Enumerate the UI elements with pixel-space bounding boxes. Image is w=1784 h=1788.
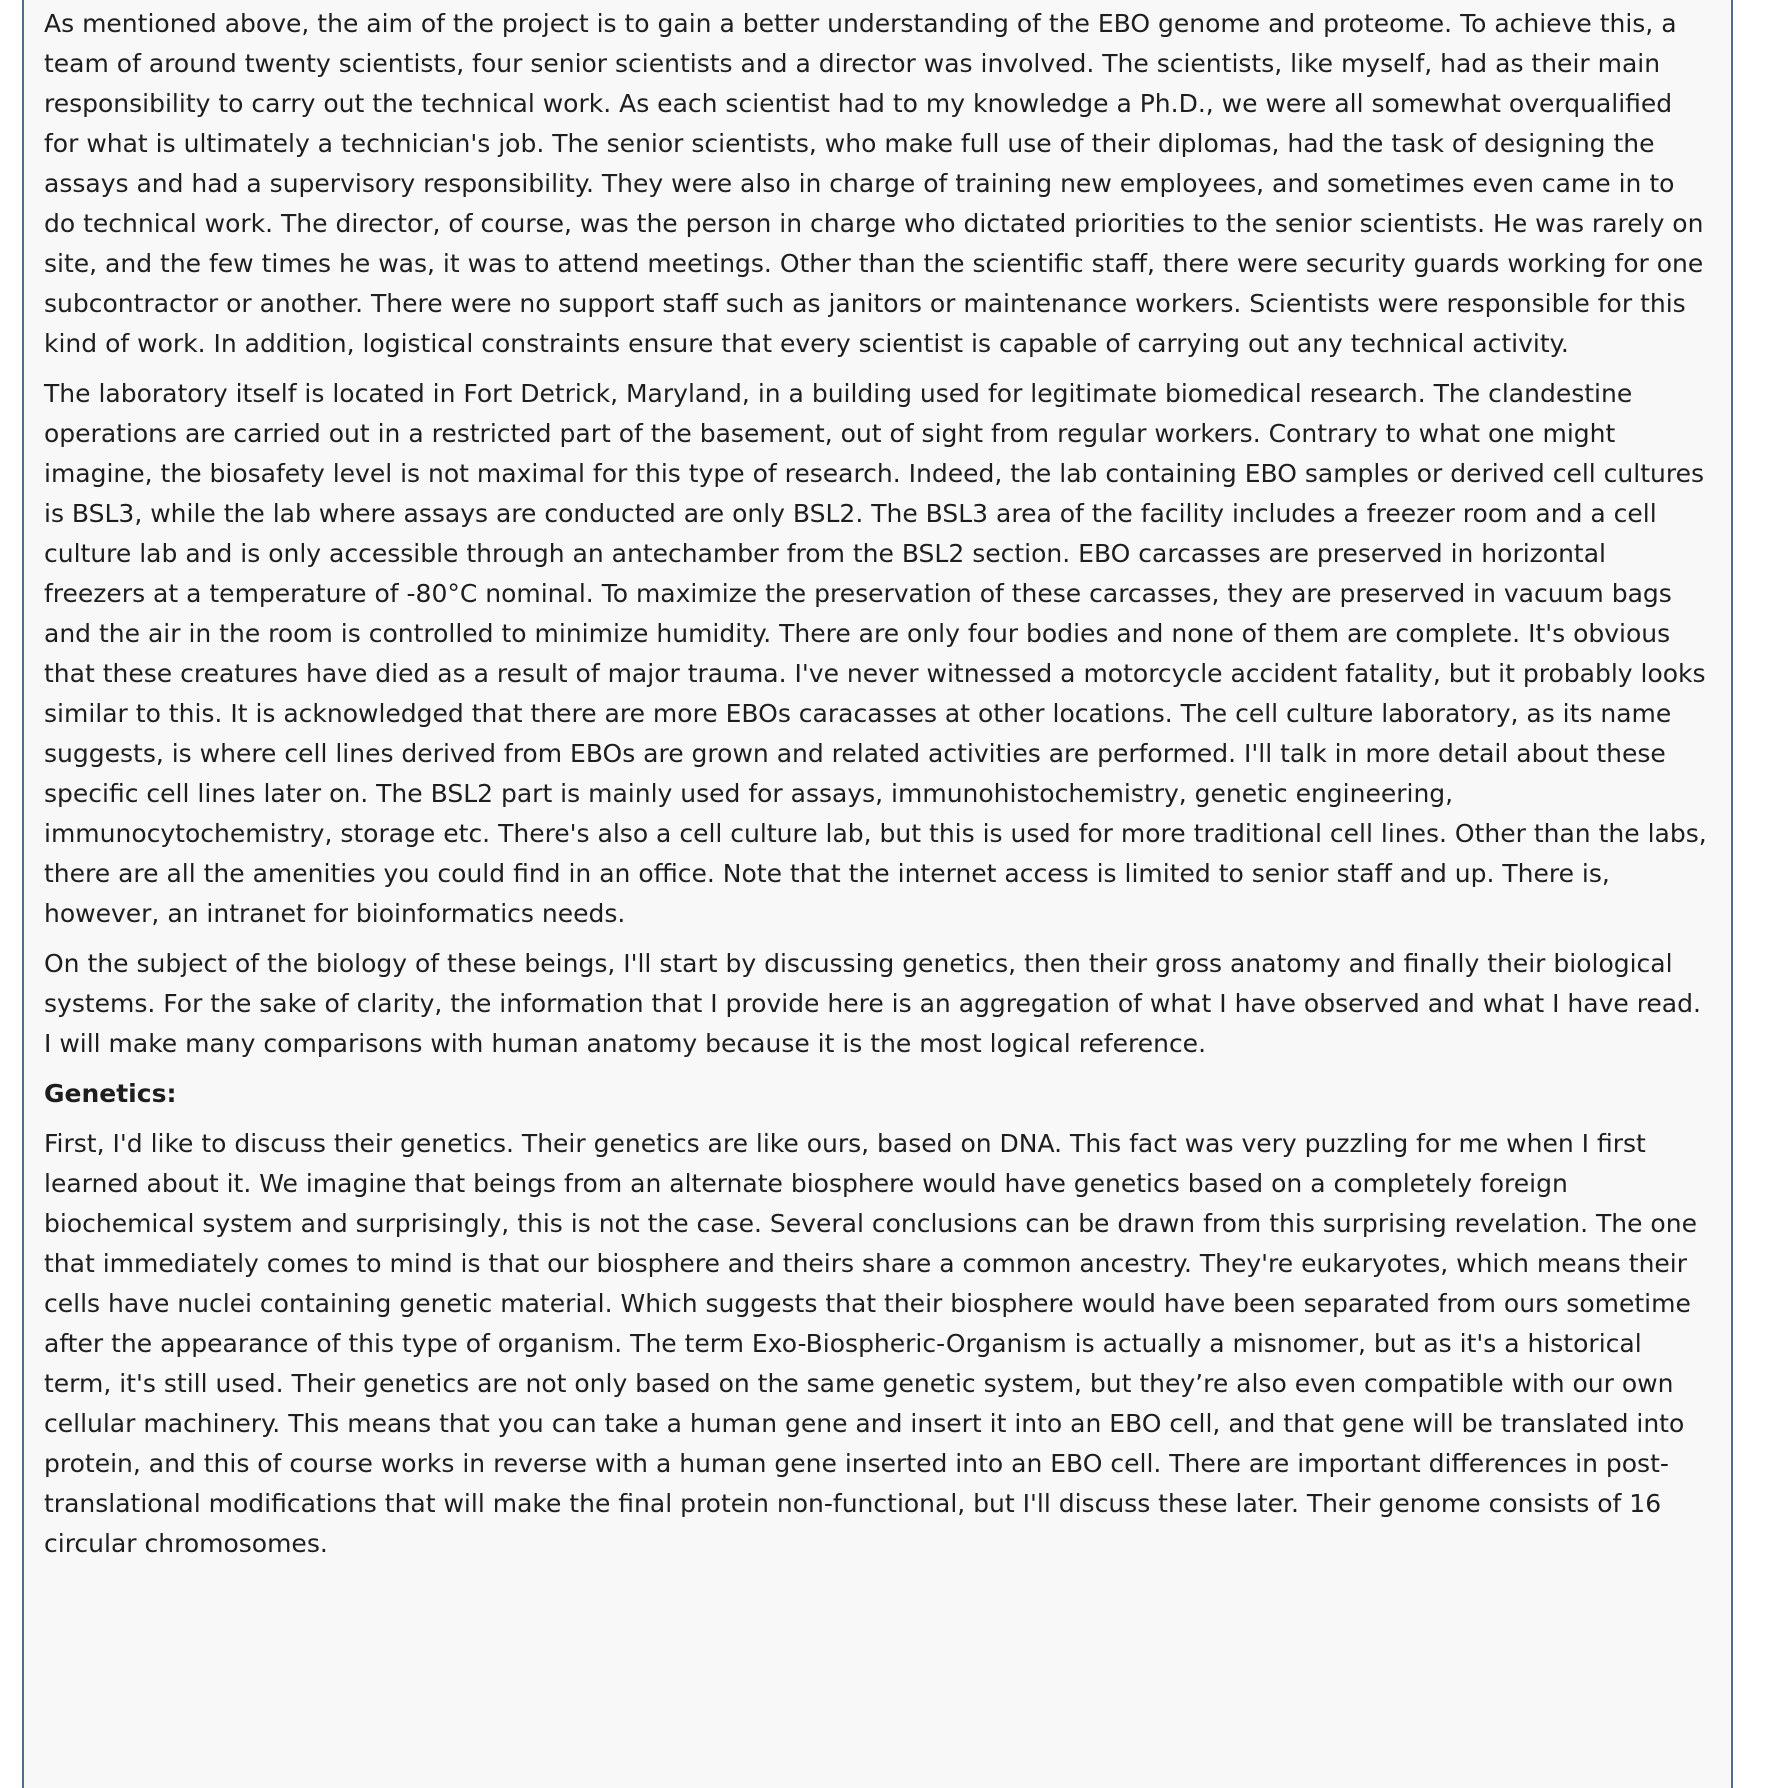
paragraph-laboratory: The laboratory itself is located in Fort Detrick, Maryland, in a building used for legitimate biomedical research. The clandestine operations are carried out in a restricted part of the basement, out of sight from regular workers. Contrary to what one might imagine, the biosafety level is not maximal for this type of research. Indeed, the lab containing EBO samples or derived cell cultures is BSL3, while the lab where assays are conducted are only BSL2. The BSL3 area of the facility includes a freezer room and a cell culture lab and is only accessible through an antechamber from the BSL2 section. EBO carcasses are preserved in horizontal freezers at a temperature of -80°C nominal. To maximize the preservation of these carcasses, they are preserved in vacuum bags and the air in the room is controlled to minimize humidity. There are only four bodies and none of them are complete. It's obvious that these creatures have died as a result of major trauma. I've never witnessed a motorcycle accident fatality, but it probably looks similar to this. It is acknowledged that there are more EBOs caracasses at other locations. The cell culture laboratory, as its name suggests, is where cell lines derived from EBOs are grown and related activities are performed. I'll talk in more detail about these specific cell lines later on. The BSL2 part is mainly used for assays, immunohistochemistry, genetic engineering, immunocytochemistry, storage etc. There's also a cell culture lab, but this is used for more traditional cell lines. Other than the labs, there are all the amenities you could find in an office. Note that the internet access is limited to senior staff and up. There is, however, an intranet for bioinformatics needs. [44, 379, 1707, 928]
section-heading-genetics: Genetics: [44, 1079, 177, 1108]
post-body [22, 0, 1733, 1788]
paragraph-project-team: As mentioned above, the aim of the project is to gain a better understanding of the EBO genome and proteome. To achieve this, a team of around twenty scientists, four senior scientists and a director was involved. The scientists, like myself, had as their main responsibility to carry out the technical work. As each scientist had to my knowledge a Ph.D., we were all somewhat overqualified for what is ultimately a technician's job. The senior scientists, who make full use of their diplomas, had the task of designing the assays and had a supervisory responsibility. They were also in charge of training new employees, and sometimes even came in to do technical work. The director, of course, was the person in charge who dictated priorities to the senior scientists. He was rarely on site, and the few times he was, it was to attend meetings. Other than the scientific staff, there were security guards working for one subcontractor or another. There were no support staff such as janitors or maintenance workers. Scientists were responsible for this kind of work. In addition, logistical constraints ensure that every scientist is capable of carrying out any technical activity. [44, 9, 1704, 358]
paragraph-genetics: First, I'd like to discuss their genetics. Their genetics are like ours, based on DNA. This fact was very puzzling for me when I first learned about it. We imagine that beings from an alternate biosphere would have genetics based on a completely foreign biochemical system and surprisingly, this is not the case. Several conclusions can be drawn from this surprising revelation. The one that immediately comes to mind is that our biosphere and theirs share a common ancestry. They're eukaryotes, which means their cells have nuclei containing genetic material. Which suggests that their biosphere would have been separated from ours sometime after the appearance of this type of organism. The term Exo-Biospheric-Organism is actually a misnomer, but as it's a historical term, it's still used. Their genetics are not only based on the same genetic system, but they’re also even compatible with our own cellular machinery. This means that you can take a human gene and insert it into an EBO cell, and that gene will be translated into protein, and this of course works in reverse with a human gene inserted into an EBO cell. There are important differences in post-translational modifications that will make the final protein non-functional, but I'll discuss these later. Their genome consists of 16 circular chromosomes. [44, 1129, 1697, 1558]
paragraph-biology-intro: On the subject of the biology of these beings, I'll start by discussing genetics, then their gross anatomy and finally their biological systems. For the sake of clarity, the information that I provide here is an aggregation of what I have observed and what I have read. I will make many comparisons with human anatomy because it is the most logical reference. [44, 949, 1701, 1058]
